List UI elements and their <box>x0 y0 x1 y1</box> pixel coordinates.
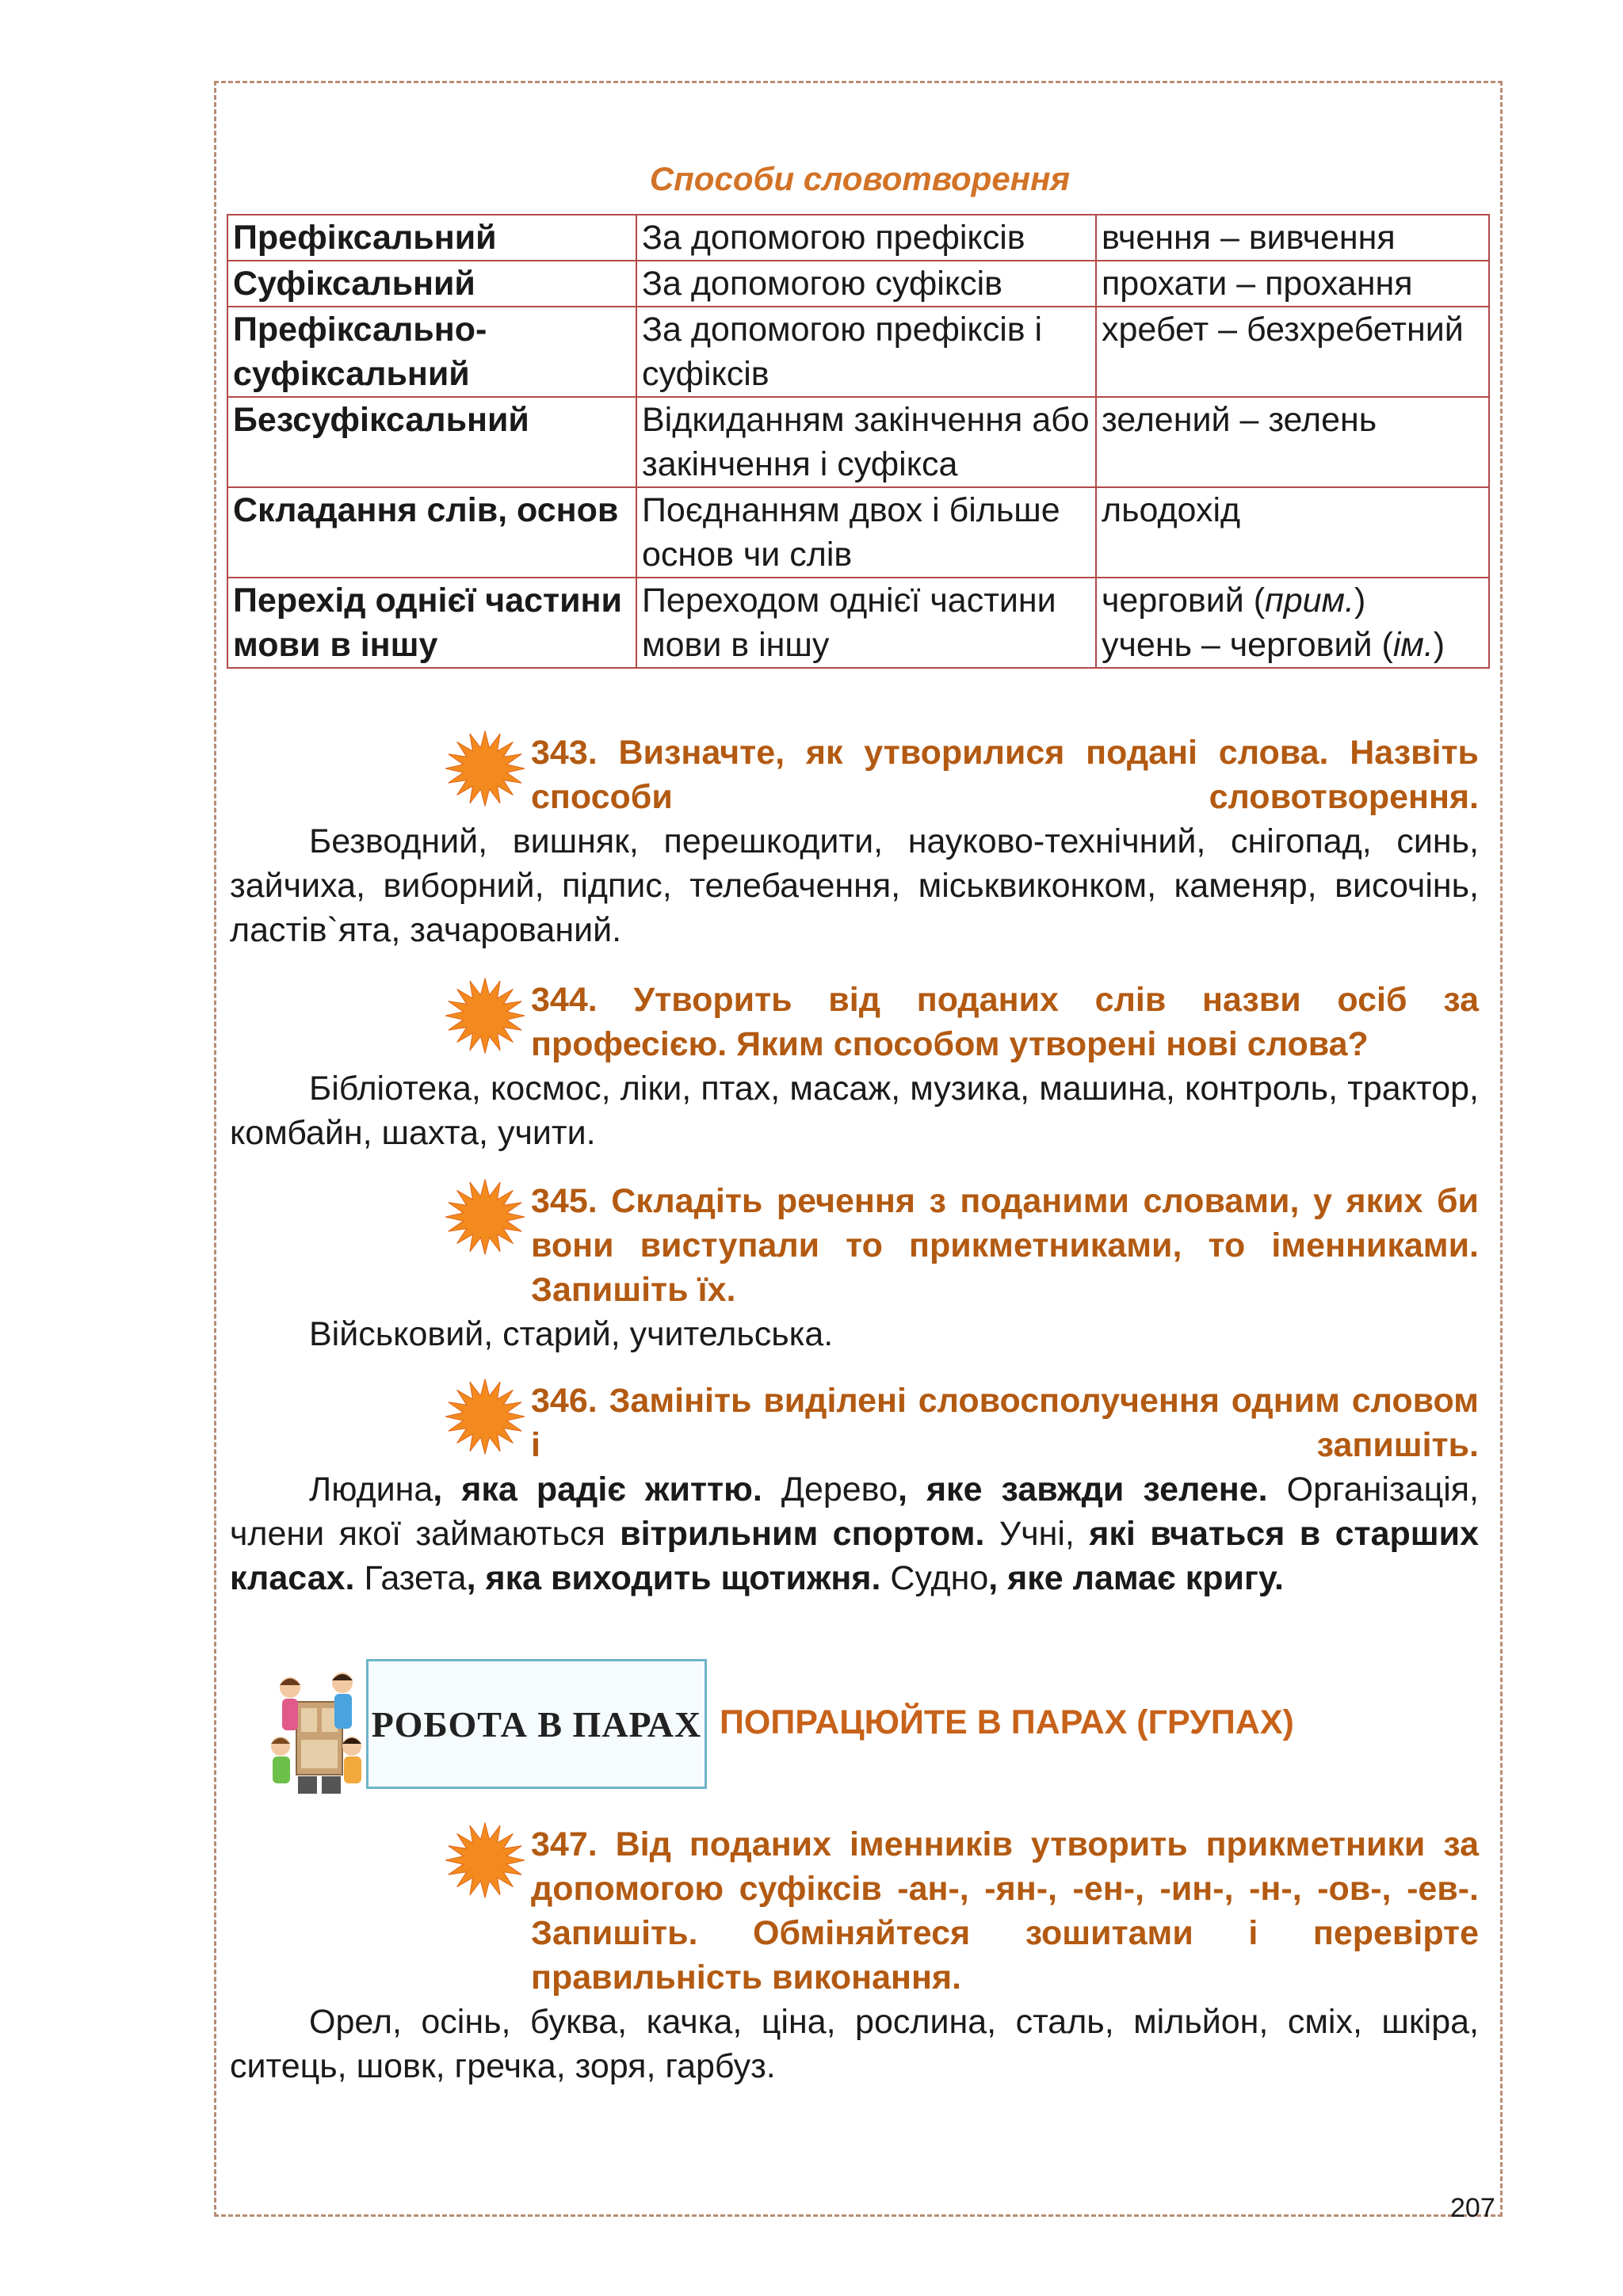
orange-star-burst-icon <box>442 1821 528 1900</box>
highlighted-phrase: , яке завжди зелене. <box>897 1470 1268 1508</box>
highlighted-phrase: які вчаться в старших класах. <box>230 1515 1479 1597</box>
highlighted-phrase: , яка виходить щотижня. <box>466 1559 881 1597</box>
table-title: Способи словотворення <box>649 160 1071 197</box>
example-note: прим. <box>1265 582 1354 620</box>
exercise-text <box>230 1467 1479 1600</box>
orange-star-burst-icon <box>442 729 528 808</box>
pair-work-heading: ПОПРАЦЮЙТЕ В ПАРАХ (ГРУПАХ) <box>720 1703 1294 1741</box>
pair-work-sign: РОБОТА В ПАРАХ <box>366 1659 707 1789</box>
task-label: 346. Замініть виділені словосполучення одним словом і запишіть. <box>531 1382 1479 1464</box>
highlighted-phrase: , яка радіє життю. <box>433 1470 762 1508</box>
task-text <box>531 730 1479 819</box>
task-text <box>531 1179 1479 1312</box>
exercise-text: Військовий, старий, учительська. <box>309 1315 834 1353</box>
example-cell: вчення – вивчення <box>1096 215 1489 261</box>
task-label: 347. Від поданих іменників утворить прикметники за допомогою суфіксів -ан-, -ян-, -ен-, -ин-, -н-, -ов-, -ев-. Запишіть. Обміняйтеся зошитами і перевірте правильність виконання. <box>531 1825 1479 1997</box>
example-paren: ) <box>1354 582 1366 620</box>
exercise-345 <box>230 1179 1490 1356</box>
highlighted-phrase: вітрильним спортом. <box>620 1515 985 1553</box>
table-row <box>227 487 1489 578</box>
method-cell: Суфіксальний <box>227 261 636 307</box>
pair-work-block <box>266 1659 1503 1802</box>
how-cell: За допомогою суфіксів <box>636 261 1096 307</box>
children-group-illustration <box>266 1664 368 1795</box>
method-cell: Префіксальний <box>227 215 636 261</box>
how-cell: За допомогою префіксів <box>636 215 1096 261</box>
how-cell: Переходом однієї частини мови в іншу <box>636 578 1096 668</box>
text-run: Учні, <box>984 1515 1090 1553</box>
exercise-344 <box>230 978 1490 1155</box>
page-number: 207 <box>1450 2193 1495 2223</box>
method-cell: Складання слів, основ <box>227 487 636 578</box>
example-paren: ) <box>1433 626 1445 664</box>
example-cell: льодохід <box>1096 487 1489 578</box>
table-row <box>227 397 1489 487</box>
example-cell: хребет – безхребетний <box>1096 307 1489 397</box>
example-note: ім. <box>1392 626 1434 664</box>
task-label: 344. Утворить від поданих слів назви осіб за професією. Яким способом утворені нові слова? <box>531 981 1479 1063</box>
example-cell <box>1096 578 1489 668</box>
table-row <box>227 307 1489 397</box>
text-run: Людина <box>309 1470 433 1508</box>
text-run: Судно <box>880 1559 989 1597</box>
orange-star-burst-icon <box>442 1177 528 1257</box>
table-row <box>227 578 1489 668</box>
task-text <box>531 1379 1479 1467</box>
orange-star-burst-icon <box>442 1377 528 1456</box>
example-adjective: черговий ( <box>1102 582 1266 620</box>
exercise-347 <box>230 1822 1490 2088</box>
how-cell: За допомогою префіксів і суфіксів <box>636 307 1096 397</box>
highlighted-phrase: , яке ламає кригу. <box>988 1559 1284 1597</box>
exercise-text: Бібліотека, космос, ліки, птах, масаж, музика, машина, контроль, трактор, комбайн, шахта, учити. <box>230 1070 1479 1152</box>
text-run: Газета <box>354 1559 467 1597</box>
exercise-text: Орел, осінь, буква, качка, ціна, рослина, сталь, мільйон, сміх, шкіра, ситець, шовк, гречка, зоря, гарбуз. <box>230 2003 1479 2085</box>
how-cell: Відкиданням закінчення або закінчення і суфікса <box>636 397 1096 487</box>
text-run: Дерево <box>762 1470 898 1508</box>
task-label: 343. Визначте, як утворилися подані слова. Назвіть способи словотворення. <box>531 734 1479 816</box>
table-row <box>227 215 1489 261</box>
method-cell: Префіксально-суфіксальний <box>227 307 636 397</box>
task-text <box>531 978 1479 1066</box>
exercise-346 <box>230 1379 1490 1600</box>
example-cell: прохати – прохання <box>1096 261 1489 307</box>
word-formation-table <box>227 214 1490 669</box>
method-cell: Перехід однієї частини мови в іншу <box>227 578 636 668</box>
method-cell: Безсуфіксальний <box>227 397 636 487</box>
exercise-343 <box>230 730 1490 952</box>
orange-star-burst-icon <box>442 976 528 1055</box>
exercise-text: Безводний, вишняк, перешкодити, науково-технічний, снігопад, синь, зайчиха, виборний, підпис, телебачення, міськвиконком, каменяр, височінь, ластів`ята, зачарований. <box>230 822 1479 949</box>
table-row <box>227 261 1489 307</box>
text-run: Організація, члени якої займаються <box>230 1470 1479 1553</box>
example-noun: учень – черговий ( <box>1102 626 1393 664</box>
task-text <box>531 1822 1479 2000</box>
task-label: 345. Складіть речення з поданими словами, у яких би вони виступали то прикметниками, то іменниками. Запишіть їх. <box>531 1182 1479 1309</box>
example-cell: зелений – зелень <box>1096 397 1489 487</box>
how-cell: Поєднанням двох і більше основ чи слів <box>636 487 1096 578</box>
